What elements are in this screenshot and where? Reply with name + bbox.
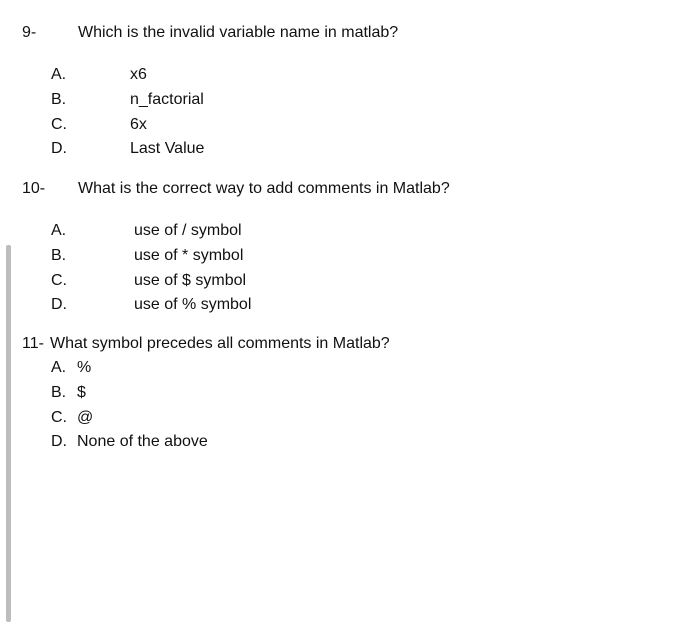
q11-option-d-letter: D. (51, 433, 67, 450)
q9-option-c-text: 6x (130, 116, 147, 133)
q9-option-a-text: x6 (130, 66, 147, 83)
question-10-number: 10- (22, 180, 46, 197)
q9-option-b-letter: B. (51, 91, 67, 108)
question-11-number: 11- (22, 335, 44, 352)
q10-option-c-letter: C. (51, 272, 67, 289)
q9-option-d-text: Last Value (130, 140, 205, 157)
q10-option-c-text: use of $ symbol (134, 272, 247, 289)
q9-option-b-text: n_factorial (130, 91, 204, 108)
q10-option-b-text: use of * symbol (134, 247, 244, 264)
q10-option-a-text: use of / symbol (134, 222, 242, 239)
q10-option-d-letter: D. (51, 296, 67, 313)
q11-option-c-letter: C. (51, 409, 67, 426)
q11-option-b-text: $ (77, 384, 86, 401)
q10-option-a-letter: A. (51, 222, 67, 239)
q10-option-b-letter: B. (51, 247, 67, 264)
q11-option-b-letter: B. (51, 384, 67, 401)
q10-option-d-text: use of % symbol (134, 296, 252, 313)
question-9-text: Which is the invalid variable name in matlab? (78, 24, 399, 41)
q11-option-a-text: % (77, 359, 92, 376)
question-11-text: What symbol precedes all comments in Matlab? (50, 335, 390, 352)
left-margin-bar (6, 245, 11, 622)
q11-option-a-letter: A. (51, 359, 67, 376)
q11-option-c-text: @ (77, 409, 94, 426)
q9-option-a-letter: A. (51, 66, 67, 83)
q11-option-d-text: None of the above (77, 433, 208, 450)
question-9-number: 9- (22, 24, 37, 41)
q9-option-c-letter: C. (51, 116, 67, 133)
q9-option-d-letter: D. (51, 140, 67, 157)
question-10-text: What is the correct way to add comments in Matlab? (78, 180, 450, 197)
